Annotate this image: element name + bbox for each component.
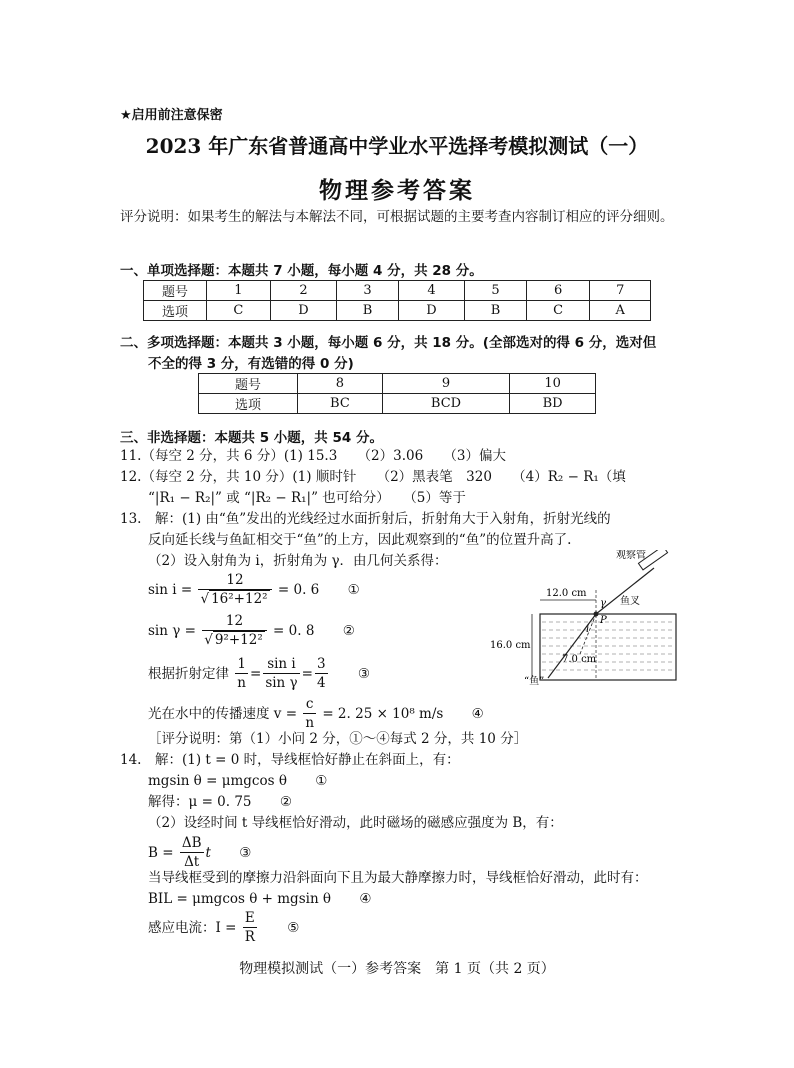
label-dist: 7.0 cm (562, 654, 597, 665)
label-width: 12.0 cm (546, 588, 587, 599)
equation-text: BIL = μmgcos θ + mgsin θ (148, 891, 332, 907)
label-depth: 16.0 cm (490, 640, 531, 651)
label-fork: 鱼叉 (620, 596, 640, 607)
answer-cell: B (465, 301, 526, 321)
page-footer: 物理模拟测试（一）参考答案 第 1 页（共 2 页） (239, 961, 555, 977)
eq-rhs: = 2. 25 × 10⁸ m/s (322, 706, 444, 722)
answer-cell: B (337, 301, 398, 321)
eq-lhs: B = (148, 845, 174, 861)
fraction (315, 656, 328, 693)
table-row (199, 394, 596, 414)
eq-lhs: 光在水中的传播速度 v = (148, 706, 298, 722)
fraction (263, 656, 299, 693)
numerator: 12 (202, 613, 267, 631)
table-row (144, 301, 651, 321)
answer-cell: C (207, 301, 271, 321)
numerator: ΔB (181, 835, 202, 851)
equation-marker: ① (347, 582, 360, 598)
answer-q13-cont: 反向延长线与鱼缸相交于“鱼”的上方，因此观察到的“鱼”的位置升高了. (148, 532, 572, 548)
answer-q14: 14. 解：(1) t = 0 时，导线框恰好静止在斜面上，有： (120, 752, 460, 768)
answer-q11: 11.（每空 2 分，共 6 分）(1) 15.3 （2）3.06 （3）偏大 (120, 448, 507, 464)
question-number: 2 (270, 281, 337, 301)
question-number: 3 (337, 281, 398, 301)
equation-mu (148, 792, 292, 813)
denominator: R (244, 929, 255, 945)
equation-marker: ③ (357, 666, 370, 682)
equation-marker: ④ (471, 706, 484, 722)
eq-rhs: = 0. 6 (277, 582, 320, 598)
table-row (199, 374, 596, 394)
answer-cell: BD (510, 394, 596, 414)
answer-q14-condition: 当导线框受到的摩擦力沿斜面向下且为最大静摩擦力时，导线框恰好滑动，此时有： (148, 870, 648, 886)
numerator: sin i (263, 656, 299, 674)
answer-q13: 13. 解：(1) 由“鱼”发出的光线经过水面折射后，折射角大于入射角，折射光线的 (120, 511, 611, 527)
question-number: 7 (590, 281, 651, 301)
grading-note: 评分说明：如果考生的解法与本解法不同，可根据试题的主要考查内容制订相应的评分细则。 (120, 209, 674, 225)
section2-answer-table (198, 373, 596, 414)
equation-b-field (148, 835, 251, 872)
row-label-answer: 选项 (144, 301, 207, 321)
answer-cell: C (526, 301, 590, 321)
section1-heading: 一、单项选择题：本题共 7 小题，每小题 4 分，共 28 分。 (120, 263, 483, 279)
numerator: 1 (235, 656, 248, 674)
answer-q12: 12.（每空 2 分，共 10 分）(1) 顺时针 （2）黑表笔 320 （4）R₂ − R₁（填 (120, 469, 626, 485)
confidential-notice: ★启用前注意保密 (120, 108, 223, 123)
eq-lhs: sin γ = (148, 623, 196, 639)
label-tube: 观察管 (616, 550, 646, 561)
question-number: 9 (382, 374, 509, 394)
question-number: 4 (398, 281, 465, 301)
numerator: E (243, 910, 257, 928)
base: 9 (214, 632, 224, 648)
answer-cell: BC (298, 394, 383, 414)
fraction (180, 835, 204, 872)
equation-marker: ⑤ (287, 920, 300, 936)
eq-rhs: = 0. 8 (273, 623, 315, 639)
base: 16 (211, 591, 229, 607)
label-gamma: γ (600, 598, 606, 609)
denominator: 4 (316, 675, 326, 691)
row-label-number: 题号 (199, 374, 298, 394)
label-fish: “鱼” (524, 676, 545, 687)
answer-q13-part2: （2）设入射角为 i，折射角为 γ．由几何关系得： (148, 553, 448, 569)
label-p: P (600, 615, 607, 626)
denominator: √ 9²+12² (204, 632, 263, 648)
denominator: √ 16²+12² (200, 591, 268, 607)
numerator: 12 (198, 572, 271, 590)
point-p (594, 612, 599, 617)
section1-answer-table (143, 280, 651, 321)
equation-light-speed (148, 696, 484, 733)
answer-q12-cont: “|R₁ − R₂|” 或 “|R₂ − R₁|” 也可给分） （5）等于 (148, 490, 466, 506)
answer-cell: BCD (382, 394, 509, 414)
fish-tank-diagram (488, 550, 688, 690)
question-number: 8 (298, 374, 383, 394)
equation-marker: ② (279, 794, 292, 810)
denominator: Δt (184, 854, 200, 870)
eq-lhs: 感应电流：I = (148, 920, 237, 936)
answer-q14-part2: （2）设经时间 t 导线框恰好滑动，此时磁场的磁感应强度为 B，有： (148, 815, 563, 831)
fraction (303, 696, 316, 733)
answer-cell: D (270, 301, 337, 321)
table-row (144, 281, 651, 301)
answer-cell: A (590, 301, 651, 321)
equation-balance (148, 771, 327, 792)
numerator: c (303, 696, 316, 714)
base: 12 (240, 632, 258, 648)
question-number: 6 (526, 281, 590, 301)
answer-cell: D (398, 301, 465, 321)
section3-heading: 三、非选择题：本题共 5 小题，共 54 分。 (120, 430, 383, 446)
page-title: 物理参考答案 (319, 178, 475, 204)
denominator: sin γ (265, 675, 298, 691)
denominator: n (305, 715, 315, 731)
equation-text: mgsin θ = μmgcos θ (148, 773, 287, 789)
equation-sin-gamma (148, 613, 355, 650)
row-label-answer: 选项 (199, 394, 298, 414)
exam-title: 2023 年广东省普通高中学业水平选择考模拟测试（一） (145, 134, 649, 158)
q13-score-note: ［评分说明：第（1）小问 2 分，①～④每式 2 分，共 10 分］ (148, 731, 528, 747)
question-number: 1 (207, 281, 271, 301)
equation-text: 解得：μ = 0. 75 (148, 794, 252, 810)
equation-force (148, 889, 371, 910)
equation-marker: ① (315, 773, 328, 789)
equation-sin-i (148, 572, 360, 609)
fraction (235, 656, 248, 693)
equation-current (148, 910, 299, 947)
fraction (198, 572, 271, 609)
fraction (202, 613, 267, 650)
question-number: 10 (510, 374, 596, 394)
question-number: 5 (465, 281, 526, 301)
label-i: i (586, 624, 590, 635)
denominator: n (237, 675, 246, 691)
equation-marker: ③ (239, 845, 252, 861)
section2-heading: 二、多项选择题：本题共 3 小题，每小题 6 分，共 18 分。(全部选对的得 6 分，选对但 (120, 335, 657, 351)
row-label-number: 题号 (144, 281, 207, 301)
equation-marker: ② (342, 623, 355, 639)
numerator: 3 (316, 656, 326, 672)
fraction (243, 910, 257, 947)
eq-lhs: 根据折射定律 (148, 666, 229, 682)
equation-refraction-law: 根据折射定律 $\frac{1}{n}$ = $\frac{\text{sin i}}{\text{sin γ}}$ = $\frac{3}{4}$ ③ (148, 656, 370, 691)
equation-marker: ④ (359, 891, 372, 907)
eq-lhs: sin i = (148, 582, 193, 598)
base: 12 (244, 591, 263, 607)
eq-tail: t (205, 845, 211, 861)
section2-heading-cont: 不全的得 3 分，有选错的得 0 分) (148, 356, 354, 372)
